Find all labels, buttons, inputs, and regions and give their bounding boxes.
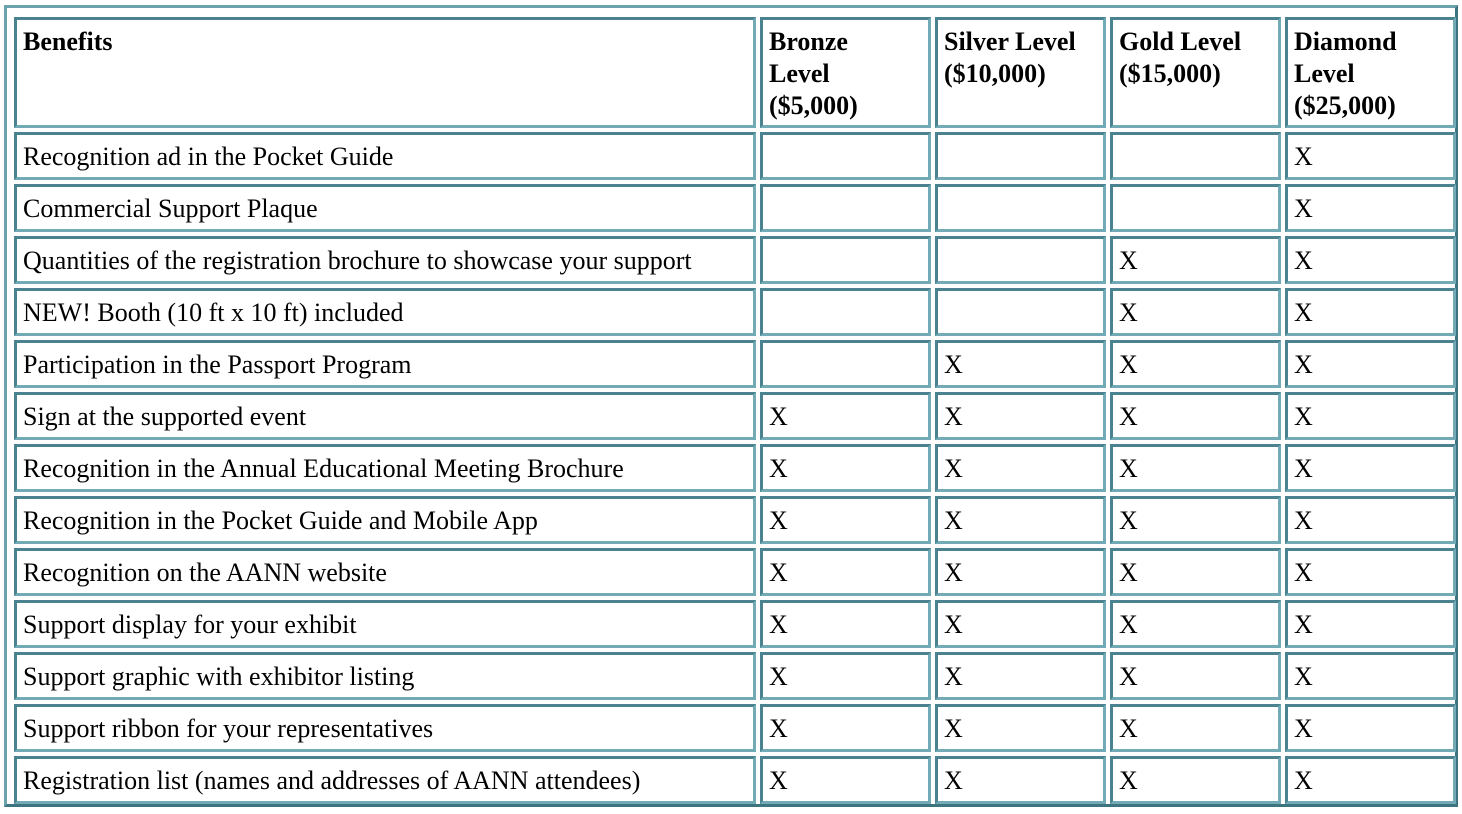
silver-cell [935,132,1106,180]
table-row [14,392,1456,440]
silver-cell [935,236,1106,284]
diamond-cell: X [1285,444,1456,492]
silver-cell: X [935,392,1106,440]
gold-cell: X [1110,392,1281,440]
gold-cell: X [1110,340,1281,388]
header-diamond-line: ($25,000) [1294,91,1396,120]
benefit-cell: NEW! Booth (10 ft x 10 ft) included [14,288,756,336]
diamond-cell: X [1285,600,1456,648]
table-row [14,132,1456,180]
diamond-cell: X [1285,496,1456,544]
header-bronze-level [760,17,931,128]
table-row [14,340,1456,388]
silver-cell [935,288,1106,336]
table-row [14,600,1456,648]
diamond-cell: X [1285,392,1456,440]
bronze-cell: X [760,444,931,492]
bronze-cell: X [760,548,931,596]
benefit-cell: Participation in the Passport Program [14,340,756,388]
table-row [14,496,1456,544]
benefit-cell: Support graphic with exhibitor listing [14,652,756,700]
gold-cell: X [1110,236,1281,284]
benefits-table-frame [4,5,1458,807]
table-row [14,652,1456,700]
benefit-cell: Sign at the supported event [14,392,756,440]
silver-cell: X [935,756,1106,804]
silver-cell: X [935,704,1106,752]
bronze-cell [760,236,931,284]
benefit-cell: Registration list (names and addresses of AANN attendees) [14,756,756,804]
gold-cell: X [1110,704,1281,752]
silver-cell: X [935,600,1106,648]
diamond-cell: X [1285,704,1456,752]
diamond-cell: X [1285,756,1456,804]
bronze-cell [760,184,931,232]
header-benefits [14,17,756,128]
benefit-cell: Recognition in the Annual Educational Meeting Brochure [14,444,756,492]
table-row [14,184,1456,232]
sponsorship-benefits-table [10,13,1460,808]
header-diamond-level [1285,17,1456,128]
header-bronze-line: ($5,000) [769,91,858,120]
gold-cell: X [1110,288,1281,336]
gold-cell: X [1110,600,1281,648]
table-row [14,704,1456,752]
table-row [14,548,1456,596]
header-silver-line: ($10,000) [944,59,1046,88]
header-diamond-line: Diamond [1294,27,1397,56]
bronze-cell [760,132,931,180]
diamond-cell: X [1285,184,1456,232]
bronze-cell: X [760,600,931,648]
bronze-cell: X [760,756,931,804]
bronze-cell: X [760,652,931,700]
gold-cell [1110,184,1281,232]
header-silver-level [935,17,1106,128]
bronze-cell [760,288,931,336]
table-row [14,236,1456,284]
bronze-cell: X [760,704,931,752]
gold-cell: X [1110,756,1281,804]
diamond-cell: X [1285,288,1456,336]
header-diamond-line: Level [1294,59,1355,88]
benefit-cell: Recognition in the Pocket Guide and Mobile App [14,496,756,544]
silver-cell [935,184,1106,232]
silver-cell: X [935,496,1106,544]
benefit-cell: Support display for your exhibit [14,600,756,648]
bronze-cell: X [760,496,931,544]
header-gold-level [1110,17,1281,128]
benefit-cell: Support ribbon for your representatives [14,704,756,752]
silver-cell: X [935,652,1106,700]
table-row [14,756,1456,804]
header-gold-line: Gold Level [1119,27,1242,56]
diamond-cell: X [1285,548,1456,596]
table-row [14,288,1456,336]
header-bronze-line: Level [769,59,830,88]
diamond-cell: X [1285,132,1456,180]
silver-cell: X [935,444,1106,492]
gold-cell: X [1110,444,1281,492]
diamond-cell: X [1285,236,1456,284]
header-silver-line: Silver Level [944,27,1076,56]
gold-cell: X [1110,496,1281,544]
header-bronze-line: Bronze [769,27,848,56]
bronze-cell: X [760,392,931,440]
silver-cell: X [935,548,1106,596]
silver-cell: X [935,340,1106,388]
bronze-cell [760,340,931,388]
table-header-row [14,17,1456,128]
benefit-cell: Commercial Support Plaque [14,184,756,232]
gold-cell: X [1110,548,1281,596]
benefit-cell: Recognition on the AANN website [14,548,756,596]
gold-cell: X [1110,652,1281,700]
header-gold-line: ($15,000) [1119,59,1221,88]
benefit-cell: Recognition ad in the Pocket Guide [14,132,756,180]
benefit-cell: Quantities of the registration brochure to showcase your support [14,236,756,284]
gold-cell [1110,132,1281,180]
table-row [14,444,1456,492]
diamond-cell: X [1285,652,1456,700]
header-benefits-line: Benefits [23,27,113,56]
diamond-cell: X [1285,340,1456,388]
